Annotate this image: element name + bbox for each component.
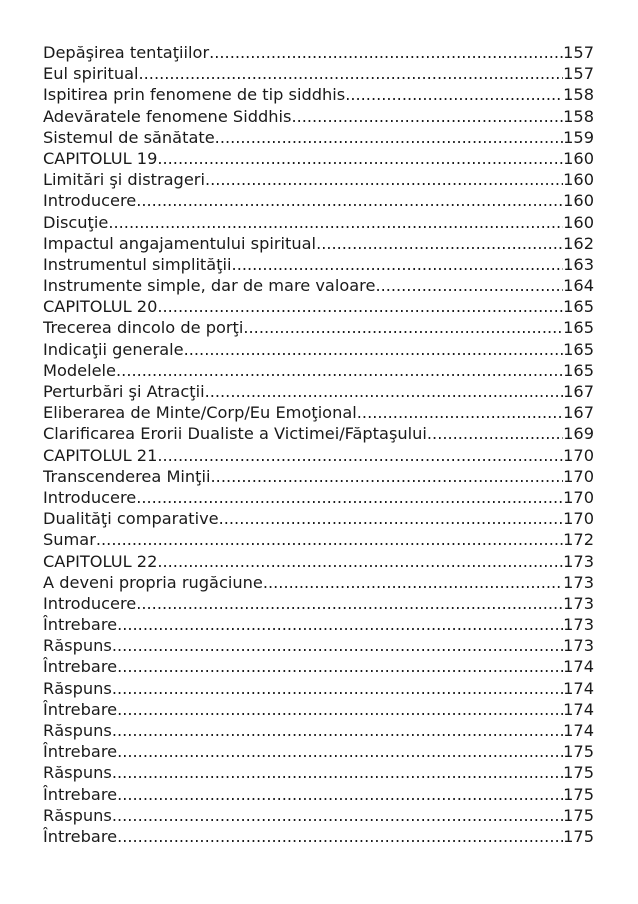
toc-entry-title: Sumar — [43, 530, 96, 550]
toc-entry-page: 164 — [563, 276, 594, 296]
toc-dot-leader — [136, 593, 563, 614]
toc-dot-leader — [136, 190, 563, 211]
toc-entry — [43, 551, 594, 572]
toc-entry-page: 160 — [563, 212, 594, 232]
toc-entry — [43, 762, 594, 783]
toc-entry-title: Întrebare — [43, 742, 118, 762]
toc-entry — [43, 593, 594, 614]
toc-entry-page: 159 — [563, 127, 594, 147]
toc-entry-title: Răspuns — [43, 678, 112, 698]
toc-dot-leader — [112, 678, 563, 699]
toc-entry-page: 162 — [563, 233, 594, 253]
toc-entry-page: 157 — [563, 43, 594, 62]
toc-entry-title: Discuţie — [43, 212, 109, 232]
toc-dot-leader — [291, 106, 563, 127]
toc-entry — [43, 614, 594, 635]
toc-entry-page: 173 — [563, 615, 594, 635]
toc-entry — [43, 169, 594, 190]
toc-dot-leader — [136, 487, 563, 508]
toc-entry — [43, 487, 594, 508]
toc-entry-title: Introducere — [43, 487, 137, 507]
toc-entry — [43, 699, 594, 720]
toc-entry-page: 175 — [563, 763, 594, 783]
toc-entry — [43, 148, 594, 169]
toc-dot-leader — [427, 423, 563, 444]
toc-entry-page: 170 — [563, 509, 594, 529]
toc-entry-page: 173 — [563, 551, 594, 571]
toc-entry-title: Răspuns — [43, 805, 112, 825]
toc-entry-page: 167 — [563, 403, 594, 423]
toc-entry — [43, 296, 594, 317]
toc-entry-title: Limitări şi distrageri — [43, 170, 205, 190]
toc-entry-page: 165 — [563, 318, 594, 338]
toc-entry — [43, 805, 594, 826]
toc-entry-title: Depăşirea tentaţiilor — [43, 43, 210, 62]
toc-dot-leader — [112, 762, 563, 783]
toc-entry-page: 165 — [563, 297, 594, 317]
toc-entry-title: CAPITOLUL 19 — [43, 148, 158, 168]
toc-entry-title: Întrebare — [43, 615, 118, 635]
toc-entry-title: CAPITOLUL 20 — [43, 297, 158, 317]
toc-dot-leader — [157, 296, 563, 317]
toc-entry-title: Introducere — [43, 191, 137, 211]
toc-dot-leader — [211, 466, 564, 487]
toc-entry-page: 175 — [563, 805, 594, 825]
toc-entry — [43, 741, 594, 762]
toc-dot-leader — [263, 572, 563, 593]
toc-entry-page: 167 — [563, 382, 594, 401]
toc-entry — [43, 106, 594, 127]
toc-entry-title: CAPITOLUL 22 — [43, 551, 158, 571]
toc-entry-title: Clarificarea Erorii Dualiste a Victimei/Făptaşului — [43, 424, 427, 444]
toc-entry — [43, 254, 594, 275]
toc-dot-leader — [345, 84, 563, 105]
toc-entry-title: Ispitirea prin fenomene de tip siddhis — [43, 85, 346, 105]
toc-dot-leader — [157, 148, 563, 169]
toc-entry-title: Răspuns — [43, 763, 112, 783]
toc-dot-leader — [157, 551, 563, 572]
toc-entry-title: Răspuns — [43, 636, 112, 656]
toc-entry-page: 170 — [563, 487, 594, 507]
toc-entry-title: Eul spiritual — [43, 64, 139, 84]
toc-entry-page: 175 — [563, 742, 594, 762]
toc-entry — [43, 212, 594, 233]
toc-entry — [43, 233, 594, 254]
toc-entry — [43, 360, 594, 381]
toc-entry-page: 173 — [563, 636, 594, 656]
toc-entry-page: 158 — [563, 85, 594, 105]
toc-entry-page: 158 — [563, 106, 594, 126]
toc-entry-page: 165 — [563, 360, 594, 380]
toc-entry — [43, 656, 594, 677]
toc-dot-leader — [209, 42, 563, 63]
toc-entry-title: A deveni propria rugăciune — [43, 572, 263, 592]
toc-dot-leader — [139, 63, 564, 84]
toc-entry — [43, 423, 594, 444]
toc-dot-leader — [117, 784, 563, 805]
toc-entry-page: 165 — [563, 339, 594, 359]
toc-dot-leader — [117, 699, 563, 720]
toc-dot-leader — [219, 508, 563, 529]
toc-entry-page: 175 — [563, 784, 594, 804]
toc-entry-title: CAPITOLUL 21 — [43, 445, 158, 465]
toc-entry-title: Întrebare — [43, 784, 118, 804]
toc-entry — [43, 529, 594, 550]
toc-entry-page: 160 — [563, 148, 594, 168]
toc-entry — [43, 127, 594, 148]
toc-entry-page: 170 — [563, 445, 594, 465]
toc-entry — [43, 339, 594, 360]
toc-entry-title: Adevăratele fenomene Siddhis — [43, 106, 292, 126]
toc-entry — [43, 317, 594, 338]
toc-dot-leader — [116, 360, 563, 381]
toc-entry — [43, 826, 594, 847]
toc-entry-title: Sistemul de sănătate — [43, 127, 215, 147]
toc-dot-leader — [205, 381, 564, 402]
toc-entry — [43, 466, 594, 487]
toc-dot-leader — [117, 614, 563, 635]
toc-entry — [43, 63, 594, 84]
toc-entry-page: 169 — [563, 424, 594, 444]
toc-entry-title: Instrumentul simplităţii — [43, 254, 232, 274]
toc-entry-title: Modelele — [43, 360, 117, 380]
toc-entry-title: Dualităţi comparative — [43, 509, 219, 529]
toc-dot-leader — [112, 635, 563, 656]
toc-entry — [43, 635, 594, 656]
toc-entry — [43, 784, 594, 805]
toc-dot-leader — [215, 127, 563, 148]
toc-entry-title: Trecerea dincolo de porţi — [43, 318, 244, 338]
toc-dot-leader — [157, 445, 563, 466]
toc-entry-page: 174 — [563, 678, 594, 698]
toc-entry — [43, 508, 594, 529]
table-of-contents — [43, 42, 594, 847]
toc-dot-leader — [112, 720, 563, 741]
toc-entry — [43, 190, 594, 211]
toc-entry-title: Perturbări şi Atracţii — [43, 382, 205, 401]
toc-entry-page: 172 — [563, 530, 594, 550]
toc-dot-leader — [316, 233, 563, 254]
toc-entry-title: Instrumente simple, dar de mare valoare — [43, 276, 376, 296]
toc-dot-leader — [117, 656, 563, 677]
toc-entry-title: Transcenderea Minţii — [43, 466, 211, 486]
toc-entry-title: Indicaţii generale — [43, 339, 184, 359]
toc-entry-title: Introducere — [43, 593, 137, 613]
toc-dot-leader — [375, 275, 563, 296]
toc-entry-page: 157 — [563, 64, 594, 84]
toc-dot-leader — [117, 741, 563, 762]
toc-entry-title: Întrebare — [43, 699, 118, 719]
toc-entry-page: 174 — [563, 657, 594, 677]
toc-entry — [43, 720, 594, 741]
toc-entry-page: 173 — [563, 572, 594, 592]
toc-dot-leader — [108, 212, 563, 233]
toc-entry-page: 174 — [563, 721, 594, 740]
toc-entry-page: 163 — [563, 254, 594, 274]
toc-entry — [43, 84, 594, 105]
toc-dot-leader — [205, 169, 563, 190]
toc-entry-page: 175 — [563, 826, 594, 846]
toc-entry-title: Răspuns — [43, 721, 112, 740]
toc-dot-leader — [243, 317, 563, 338]
toc-entry-title: Întrebare — [43, 657, 118, 677]
toc-entry — [43, 572, 594, 593]
toc-dot-leader — [232, 254, 564, 275]
toc-entry — [43, 275, 594, 296]
toc-entry-title: Eliberarea de Minte/Corp/Eu Emoţional — [43, 403, 357, 423]
toc-entry-title: Impactul angajamentului spiritual — [43, 233, 317, 253]
toc-dot-leader — [112, 805, 563, 826]
toc-entry-page: 174 — [563, 699, 594, 719]
toc-dot-leader — [96, 529, 563, 550]
toc-entry-page: 173 — [563, 593, 594, 613]
toc-entry — [43, 445, 594, 466]
toc-entry-page: 170 — [563, 466, 594, 486]
toc-entry — [43, 402, 594, 423]
toc-entry — [43, 678, 594, 699]
toc-entry — [43, 381, 594, 402]
toc-entry-page: 160 — [563, 170, 594, 190]
toc-entry-title: Întrebare — [43, 826, 118, 846]
toc-dot-leader — [117, 826, 563, 847]
toc-dot-leader — [357, 402, 563, 423]
toc-entry-page: 160 — [563, 191, 594, 211]
toc-dot-leader — [184, 339, 563, 360]
toc-entry — [43, 42, 594, 63]
